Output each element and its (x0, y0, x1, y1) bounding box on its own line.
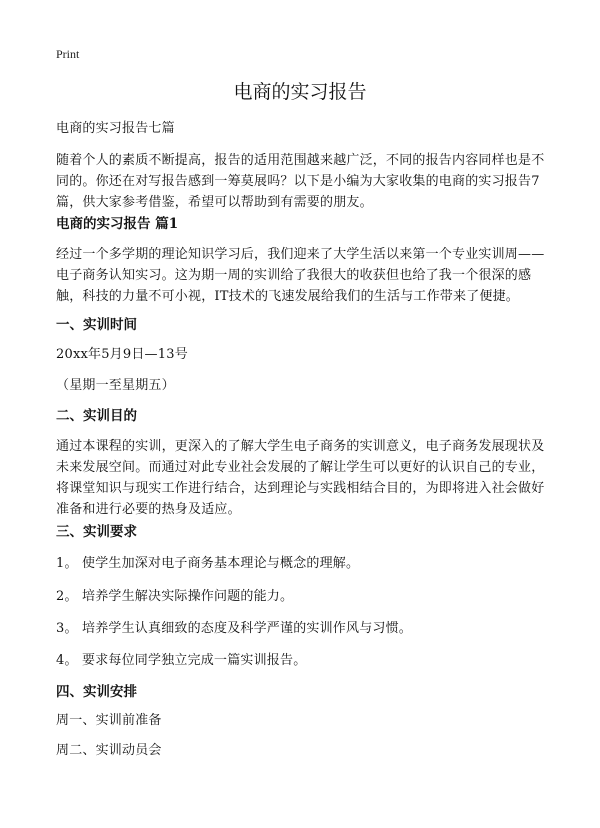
print-link[interactable]: Print (56, 47, 80, 61)
list-item: 4。 要求每位同学独立完成一篇实训报告。 (56, 653, 307, 668)
list-item: 2。 培养学生解决实际操作问题的能力。 (56, 589, 294, 604)
section1-heading: 一、实训时间 (56, 317, 137, 333)
intro-paragraph: 随着个人的素质不断提高，报告的适用范围越来越广泛，不同的报告内容同样也是不同的。你还在对写报告感到一筹莫展吗？以下是小编为大家收集的电商的实习报告7篇，供大家参考借鉴，希望可以帮助到有需要的朋友。 (56, 153, 545, 210)
article1-heading: 电商的实习报告 篇1 (56, 216, 179, 232)
list-item: 周二、实训动员会 (56, 743, 162, 758)
section2-paragraph: 通过本课程的实训，更深入的了解大学生电子商务的实训意义，电子商务发展现状及未来发展空间。而通过对此专业社会发展的了解让学生可以更好的认识自己的专业，将课堂知识与现实工作进行结合，达到理论与实践相结合目的，为即将进入社会做好准备和进行必要的热身及适应。 (56, 439, 545, 517)
article1-paragraph: 经过一个多学期的理论知识学习后，我们迎来了大学生活以来第一个专业实训周——电子商务认知实习。这为期一周的实训给了我很大的收获但也给了我一个很深的感触，科技的力量不可小视，IT技术的飞速发展给我们的生活与工作带来了便捷。 (56, 247, 545, 304)
section2-heading: 二、实训目的 (56, 408, 137, 424)
list-item: 1。 使学生加深对电子商务基本理论与概念的理解。 (56, 556, 360, 571)
page-title: 电商的实习报告 (233, 81, 367, 103)
section4-heading: 四、实训安排 (56, 684, 137, 700)
document-subtitle: 电商的实习报告七篇 (56, 121, 175, 136)
list-item: 3。 培养学生认真细致的态度及科学严谨的实训作风与习惯。 (56, 621, 413, 636)
list-item: 周一、实训前准备 (56, 713, 162, 728)
section1-date: 20xx年5月9日—13号 (56, 347, 188, 362)
section3-heading: 三、实训要求 (56, 524, 137, 540)
section1-days: （星期一至星期五） (56, 378, 175, 393)
